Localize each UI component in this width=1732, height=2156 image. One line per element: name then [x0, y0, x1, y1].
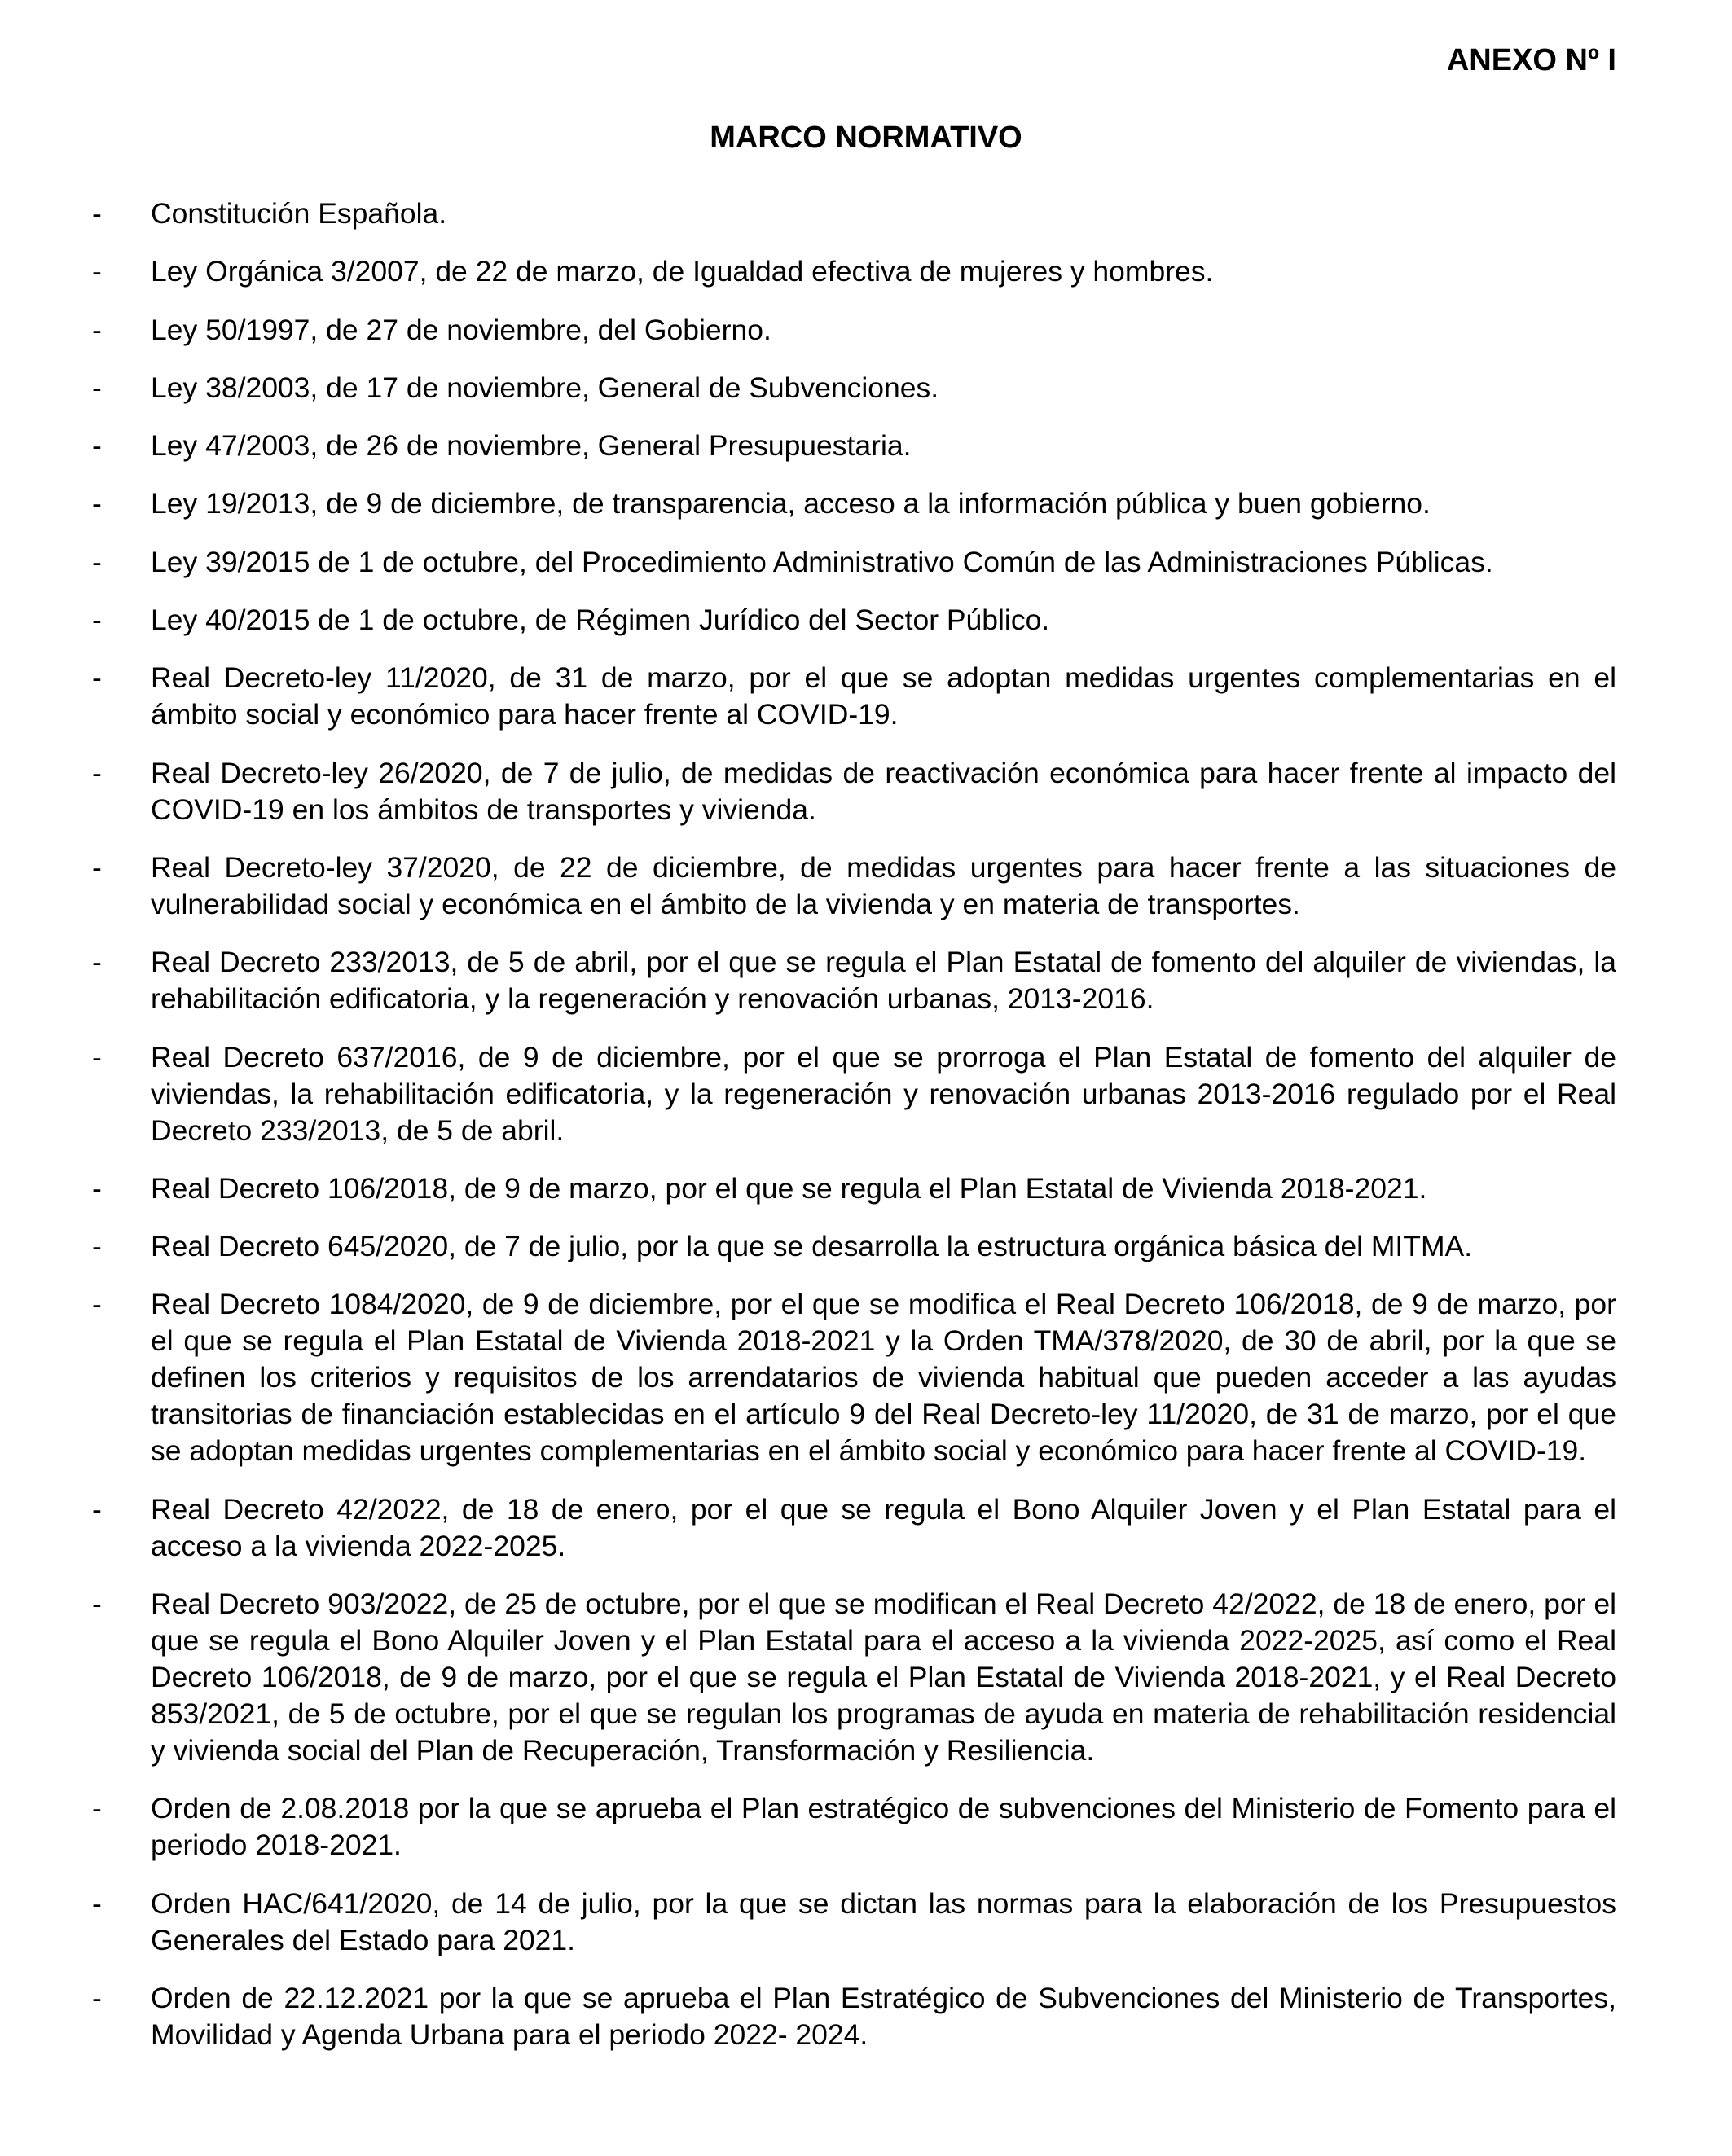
item-text: Ley 19/2013, de 9 de diciembre, de transparencia, acceso a la información pública y buen gobierno.	[151, 487, 1431, 520]
item-text: Real Decreto 106/2018, de 9 de marzo, por el que se regula el Plan Estatal de Vivienda 2018-2021.	[151, 1171, 1427, 1205]
bullet-dash: -	[92, 756, 102, 789]
item-text: Real Decreto-ley 37/2020, de 22 de diciembre, de medidas urgentes para hacer frente a las situaciones de vulnerabilidad social y económica en el ámbito de la vivienda y en materia de transportes.	[151, 850, 1616, 920]
item-text: Orden de 2.08.2018 por la que se aprueba el Plan estratégico de subvenciones del Ministerio de Fomento para el periodo 2018-2021.	[151, 1792, 1616, 1862]
item-text: Real Decreto 637/2016, de 9 de diciembre, por el que se prorroga el Plan Estatal de fomento del alquiler de viviendas, la rehabilitación edificatoria, y la regeneración y renovación urbanas 2013-2016 regulado por el Real Decreto 233/2013, de 5 de abril.	[151, 1040, 1616, 1147]
list-item	[0, 1228, 1732, 1265]
list-item	[0, 485, 1732, 522]
bullet-dash: -	[92, 1230, 102, 1263]
regulation-list	[0, 195, 1732, 2075]
list-item	[0, 428, 1732, 464]
page-title: MARCO NORMATIVO	[710, 121, 1022, 155]
item-text: Orden de 22.12.2021 por la que se aprueba el Plan Estratégico de Subvenciones del Ministerio de Transportes, Movilidad y Agenda Urbana para el periodo 2022- 2024.	[151, 1981, 1616, 2051]
bullet-dash: -	[92, 1171, 102, 1205]
annex-label: ANEXO Nº I	[1446, 43, 1616, 77]
list-item	[0, 1491, 1732, 1565]
bullet-dash: -	[92, 1040, 102, 1074]
item-text: Ley 50/1997, de 27 de noviembre, del Gobierno.	[151, 313, 771, 346]
item-text: Ley 40/2015 de 1 de octubre, de Régimen Jurídico del Sector Público.	[151, 604, 1050, 637]
bullet-dash: -	[92, 1587, 102, 1621]
bullet-dash: -	[92, 1886, 102, 1920]
bullet-dash: -	[92, 545, 102, 578]
item-text: Constitución Española.	[151, 197, 447, 230]
item-text: Real Decreto-ley 26/2020, de 7 de julio, de medidas de reactivación económica para hacer frente al impacto del COVID-19 en los ámbitos de transportes y vivienda.	[151, 756, 1616, 826]
list-item	[0, 1286, 1732, 1469]
bullet-dash: -	[92, 1981, 102, 2014]
item-text: Ley 38/2003, de 17 de noviembre, General de Subvenciones.	[151, 371, 939, 404]
item-text: Real Decreto 645/2020, de 7 de julio, por la que se desarrolla la estructura orgánica básica del MITMA.	[151, 1230, 1473, 1263]
item-text: Real Decreto-ley 11/2020, de 31 de marzo, por el que se adoptan medidas urgentes complementarias en el ámbito social y económico para hacer frente al COVID-19.	[151, 661, 1616, 731]
list-item	[0, 1980, 1732, 2053]
list-item	[0, 660, 1732, 733]
bullet-dash: -	[92, 1288, 102, 1321]
list-item	[0, 195, 1732, 232]
list-item	[0, 1586, 1732, 1769]
bullet-dash: -	[92, 371, 102, 404]
bullet-dash: -	[92, 313, 102, 346]
bullet-dash: -	[92, 255, 102, 288]
item-text: Orden HAC/641/2020, de 14 de julio, por la que se dictan las normas para la elaboración de los Presupuestos Generales del Estado para 2021.	[151, 1886, 1616, 1956]
bullet-dash: -	[92, 1492, 102, 1526]
list-item	[0, 944, 1732, 1017]
bullet-dash: -	[92, 604, 102, 637]
bullet-dash: -	[92, 429, 102, 463]
list-item	[0, 1170, 1732, 1207]
list-item	[0, 755, 1732, 828]
item-text: Ley 47/2003, de 26 de noviembre, General Presupuestaria.	[151, 429, 912, 463]
item-text: Ley 39/2015 de 1 de octubre, del Procedimiento Administrativo Común de las Administraciones Públicas.	[151, 545, 1493, 578]
list-item	[0, 312, 1732, 349]
list-item	[0, 1790, 1732, 1864]
item-text: Real Decreto 42/2022, de 18 de enero, por el que se regula el Bono Alquiler Joven y el Plan Estatal para el acceso a la vivienda 2022-2025.	[151, 1492, 1616, 1562]
item-text: Real Decreto 1084/2020, de 9 de diciembre, por el que se modifica el Real Decreto 106/2018, de 9 de marzo, por el que se regula el Plan Estatal de Vivienda 2018-2021 y la Orden TMA/378/2020, de 30 de abril, por la que se definen los criterios y requisitos de los arrendatarios de vivienda habitual que pueden acceder a las ayudas transitorias de financiación establecidas en el artículo 9 del Real Decreto-ley 11/2020, de 31 de marzo, por el que se adoptan medidas urgentes complementarias en el ámbito social y económico para hacer frente al COVID-19.	[151, 1288, 1616, 1468]
list-item	[0, 544, 1732, 581]
list-item	[0, 253, 1732, 290]
item-text: Real Decreto 903/2022, de 25 de octubre, por el que se modifican el Real Decreto 42/2022, de 18 de enero, por el que se regula el Bono Alquiler Joven y el Plan Estatal para el acceso a la vivienda 2022-2025, así como el Real Decreto 106/2018, de 9 de marzo, por el que se regula el Plan Estatal de Vivienda 2018-2021, y el Real Decreto 853/2021, de 5 de octubre, por el que se regulan los programas de ayuda en materia de rehabilitación residencial y vivienda social del Plan de Recuperación, Transformación y Resiliencia.	[151, 1587, 1616, 1767]
list-item	[0, 1886, 1732, 1959]
item-text: Real Decreto 233/2013, de 5 de abril, por el que se regula el Plan Estatal de fomento del alquiler de viviendas, la rehabilitación edificatoria, y la regeneración y renovación urbanas, 2013-2016.	[151, 946, 1616, 1016]
list-item	[0, 370, 1732, 406]
bullet-dash: -	[92, 661, 102, 695]
list-item	[0, 602, 1732, 639]
list-item	[0, 1039, 1732, 1149]
bullet-dash: -	[92, 850, 102, 884]
bullet-dash: -	[92, 487, 102, 520]
bullet-dash: -	[92, 946, 102, 979]
bullet-dash: -	[92, 1792, 102, 1825]
item-text: Ley Orgánica 3/2007, de 22 de marzo, de Igualdad efectiva de mujeres y hombres.	[151, 255, 1214, 288]
list-item	[0, 850, 1732, 923]
bullet-dash: -	[92, 197, 102, 230]
